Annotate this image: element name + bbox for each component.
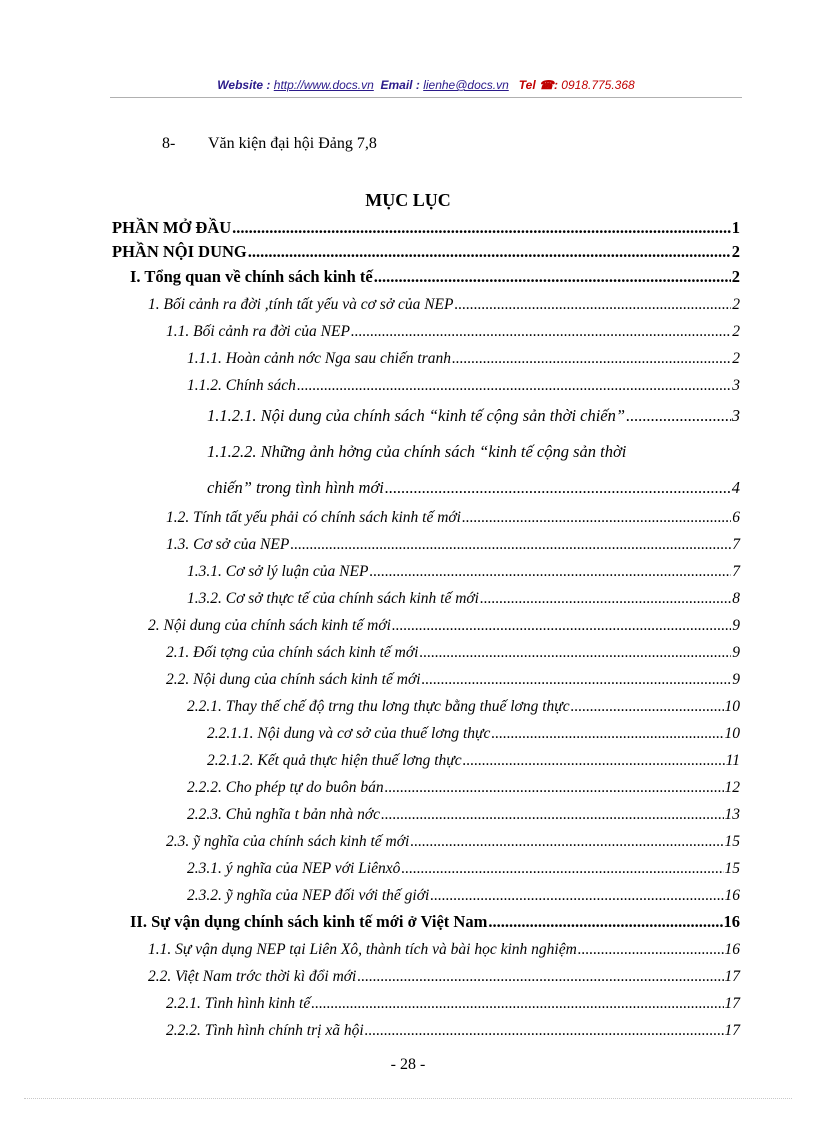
tel-label: Tel ☎: bbox=[518, 78, 558, 92]
toc-entry-text: 2.2.1. Tình hình kinh tế bbox=[166, 995, 311, 1012]
toc-entry[interactable] bbox=[148, 940, 740, 960]
toc-entry-text: 1.1. Sự vận dụng NEP tại Liên Xô, thành tích và bài học kinh nghiệm bbox=[148, 941, 577, 958]
toc-entry[interactable] bbox=[207, 751, 740, 771]
toc-entry[interactable] bbox=[207, 442, 626, 462]
email-label: Email : bbox=[380, 78, 420, 92]
toc-entry-text: 1.3.2. Cơ sở thực tế của chính sách kinh tế mới bbox=[187, 590, 479, 607]
toc-dot-leader bbox=[351, 322, 731, 342]
toc-entry[interactable] bbox=[166, 643, 740, 663]
reference-text: Văn kiện đại hội Đảng 7,8 bbox=[208, 135, 377, 152]
bottom-divider bbox=[24, 1098, 792, 1099]
toc-entry-text: 2.2.3. Chủ nghĩa t bản nhà nớc bbox=[187, 806, 380, 823]
toc-entry[interactable] bbox=[187, 778, 740, 798]
toc-entry[interactable] bbox=[187, 376, 740, 396]
toc-entry-page: 10 bbox=[724, 698, 740, 715]
toc-entry[interactable] bbox=[207, 724, 740, 744]
toc-entry-text: 2.2.1.1. Nội dung và cơ sở của thuế lơng thực bbox=[207, 725, 491, 742]
toc-entry-page: 15 bbox=[724, 860, 740, 877]
page-number: - 28 - bbox=[390, 1056, 426, 1073]
toc-entry-text: 1.1.2.1. Nội dung của chính sách “kinh tế cộng sản thời chiến” bbox=[207, 406, 626, 425]
toc-entry-text: chiến” trong tình hình mới bbox=[207, 478, 384, 497]
toc-entry-page: 2 bbox=[731, 267, 740, 286]
toc-entry[interactable] bbox=[166, 832, 740, 852]
toc-entry-page: 2 bbox=[732, 296, 740, 313]
toc-entry-text: 1.3. Cơ sở của NEP bbox=[166, 536, 290, 553]
toc-dot-leader bbox=[311, 994, 723, 1014]
toc-dot-leader bbox=[491, 724, 723, 744]
toc-entry-page: 17 bbox=[724, 995, 740, 1012]
toc-dot-leader bbox=[578, 940, 724, 960]
toc-dot-leader bbox=[455, 295, 732, 315]
toc-entry-text: 1.2. Tính tất yếu phải có chính sách kinh tế mới bbox=[166, 509, 461, 526]
toc-entry[interactable] bbox=[207, 478, 740, 498]
toc-entry[interactable] bbox=[130, 267, 740, 287]
toc-entry[interactable] bbox=[166, 535, 740, 555]
toc-entry[interactable] bbox=[187, 697, 740, 717]
reference-number: 8- bbox=[162, 135, 176, 152]
toc-entry-text: II. Sự vận dụng chính sách kinh tế mới ở Việt Nam bbox=[130, 912, 488, 931]
toc-entry-page: 7 bbox=[732, 563, 740, 580]
toc-entry[interactable] bbox=[148, 295, 740, 315]
toc-dot-leader bbox=[374, 267, 731, 287]
toc-entry-page: 9 bbox=[732, 617, 740, 634]
toc-dot-leader bbox=[452, 349, 731, 369]
toc-entry-text: I. Tổng quan về chính sách kinh tế bbox=[130, 267, 373, 286]
toc-entry-text: 2.3.1. ý nghĩa của NEP với Liênxô bbox=[187, 860, 401, 877]
toc-entry[interactable] bbox=[187, 349, 740, 369]
toc-entry-page: 15 bbox=[724, 833, 740, 850]
toc-entry[interactable] bbox=[112, 218, 740, 238]
toc-entry-text: 2.2. Việt Nam trớc thời kì đổi mới bbox=[148, 968, 357, 985]
toc-entry-text: 1.1.2.2. Những ảnh hởng của chính sách “kinh tế cộng sản thời bbox=[207, 442, 627, 461]
toc-entry[interactable] bbox=[148, 616, 740, 636]
toc-entry[interactable] bbox=[187, 562, 740, 582]
toc-dot-leader bbox=[462, 508, 731, 528]
toc-entry[interactable] bbox=[187, 805, 740, 825]
toc-dot-leader bbox=[248, 242, 731, 262]
toc-entry-page: 16 bbox=[723, 912, 740, 931]
toc-entry-text: 2. Nội dung của chính sách kinh tế mới bbox=[148, 617, 391, 634]
toc-dot-leader bbox=[419, 643, 731, 663]
toc-entry-page: 17 bbox=[724, 1022, 740, 1039]
toc-entry[interactable] bbox=[166, 508, 740, 528]
toc-entry-page: 3 bbox=[731, 406, 740, 425]
toc-dot-leader bbox=[410, 832, 723, 852]
email-link[interactable]: lienhe@docs.vn bbox=[423, 78, 509, 92]
toc-dot-leader bbox=[381, 805, 724, 825]
toc-dot-leader bbox=[385, 778, 724, 798]
toc-entry-text: 2.1. Đối tợng của chính sách kinh tế mới bbox=[166, 644, 419, 661]
toc-entry-page: 3 bbox=[732, 377, 740, 394]
header-divider bbox=[110, 97, 742, 98]
toc-dot-leader bbox=[571, 697, 724, 717]
toc-entry-page: 17 bbox=[724, 968, 740, 985]
toc-entry-text: PHẦN MỞ ĐẦU bbox=[112, 218, 232, 237]
toc-entry[interactable] bbox=[187, 859, 740, 879]
toc-dot-leader bbox=[357, 967, 723, 987]
toc-entry[interactable] bbox=[166, 322, 740, 342]
toc-entry-text: 1.1.2. Chính sách bbox=[187, 377, 296, 394]
toc-entry-page: 10 bbox=[724, 725, 740, 742]
toc-entry-page: 16 bbox=[724, 941, 740, 958]
toc-entry-text: 2.3. ỹ nghĩa của chính sách kinh tế mới bbox=[166, 833, 410, 850]
toc-entry-text: 1.1.1. Hoàn cảnh nớc Nga sau chiến tranh bbox=[187, 350, 451, 367]
toc-entry-text: 2.2.2. Tình hình chính trị xã hội bbox=[166, 1022, 364, 1039]
toc-dot-leader bbox=[430, 886, 723, 906]
toc-entry[interactable] bbox=[187, 886, 740, 906]
toc-entry-text: PHẦN NỘI DUNG bbox=[112, 242, 247, 261]
toc-dot-leader bbox=[365, 1021, 724, 1041]
tel-number: 0918.775.368 bbox=[561, 78, 635, 92]
page-header bbox=[110, 78, 742, 92]
toc-entry-text: 2.2.2. Cho phép tự do buôn bán bbox=[187, 779, 384, 796]
toc-entry-page: 8 bbox=[732, 590, 740, 607]
toc-entry-text: 1.3.1. Cơ sở lý luận của NEP bbox=[187, 563, 369, 580]
toc-dot-leader bbox=[290, 535, 731, 555]
toc-dot-leader bbox=[232, 218, 731, 238]
toc-entry-page: 6 bbox=[732, 509, 740, 526]
toc-dot-leader bbox=[392, 616, 731, 636]
reference-item bbox=[162, 135, 377, 153]
toc-dot-leader bbox=[385, 478, 731, 498]
toc-entry-page: 4 bbox=[731, 478, 740, 497]
toc-entry-page: 7 bbox=[732, 536, 740, 553]
toc-entry[interactable] bbox=[166, 994, 740, 1014]
toc-dot-leader bbox=[626, 406, 731, 426]
toc-entry-page: 16 bbox=[724, 887, 740, 904]
toc-dot-leader bbox=[422, 670, 732, 690]
toc-entry-page: 2 bbox=[731, 242, 740, 261]
toc-dot-leader bbox=[463, 751, 725, 771]
toc-dot-leader bbox=[369, 562, 731, 582]
toc-entry[interactable] bbox=[187, 589, 740, 609]
toc-entry-page: 11 bbox=[725, 752, 740, 769]
toc-entry-page: 12 bbox=[724, 779, 740, 796]
toc-title: MỤC LỤC bbox=[365, 190, 451, 210]
toc-entry[interactable] bbox=[112, 242, 740, 262]
toc-entry[interactable] bbox=[166, 670, 740, 690]
toc-entry[interactable] bbox=[148, 967, 740, 987]
website-label: Website : bbox=[217, 78, 271, 92]
toc-entry-page: 2 bbox=[732, 350, 740, 367]
toc-entry-text: 2.2.1. Thay thế chế độ trng thu lơng thực bằng thuế lơng thực bbox=[187, 698, 570, 715]
toc-entry-text: 2.3.2. ỹ nghĩa của NEP đối với thế giới bbox=[187, 887, 430, 904]
toc-dot-leader bbox=[297, 376, 731, 396]
toc-entry-page: 13 bbox=[724, 806, 740, 823]
toc-entry-page: 9 bbox=[732, 671, 740, 688]
toc-entry-page: 1 bbox=[731, 218, 740, 237]
toc-entry-page: 2 bbox=[732, 323, 740, 340]
toc-dot-leader bbox=[401, 859, 723, 879]
toc-dot-leader bbox=[480, 589, 731, 609]
website-link[interactable]: http://www.docs.vn bbox=[273, 78, 374, 92]
toc-entry[interactable] bbox=[130, 912, 740, 932]
toc-entry-text: 1.1. Bối cảnh ra đời của NEP bbox=[166, 323, 350, 340]
toc-entry[interactable] bbox=[166, 1021, 740, 1041]
toc-dot-leader bbox=[488, 912, 722, 932]
toc-entry-page: 9 bbox=[732, 644, 740, 661]
toc-entry-text: 1. Bối cảnh ra đời ,tính tất yếu và cơ sở của NEP bbox=[148, 296, 454, 313]
toc-entry-text: 2.2.1.2. Kết quả thực hiện thuế lơng thực bbox=[207, 752, 462, 769]
toc-entry-text: 2.2. Nội dung của chính sách kinh tế mới bbox=[166, 671, 421, 688]
toc-entry[interactable] bbox=[207, 406, 740, 426]
